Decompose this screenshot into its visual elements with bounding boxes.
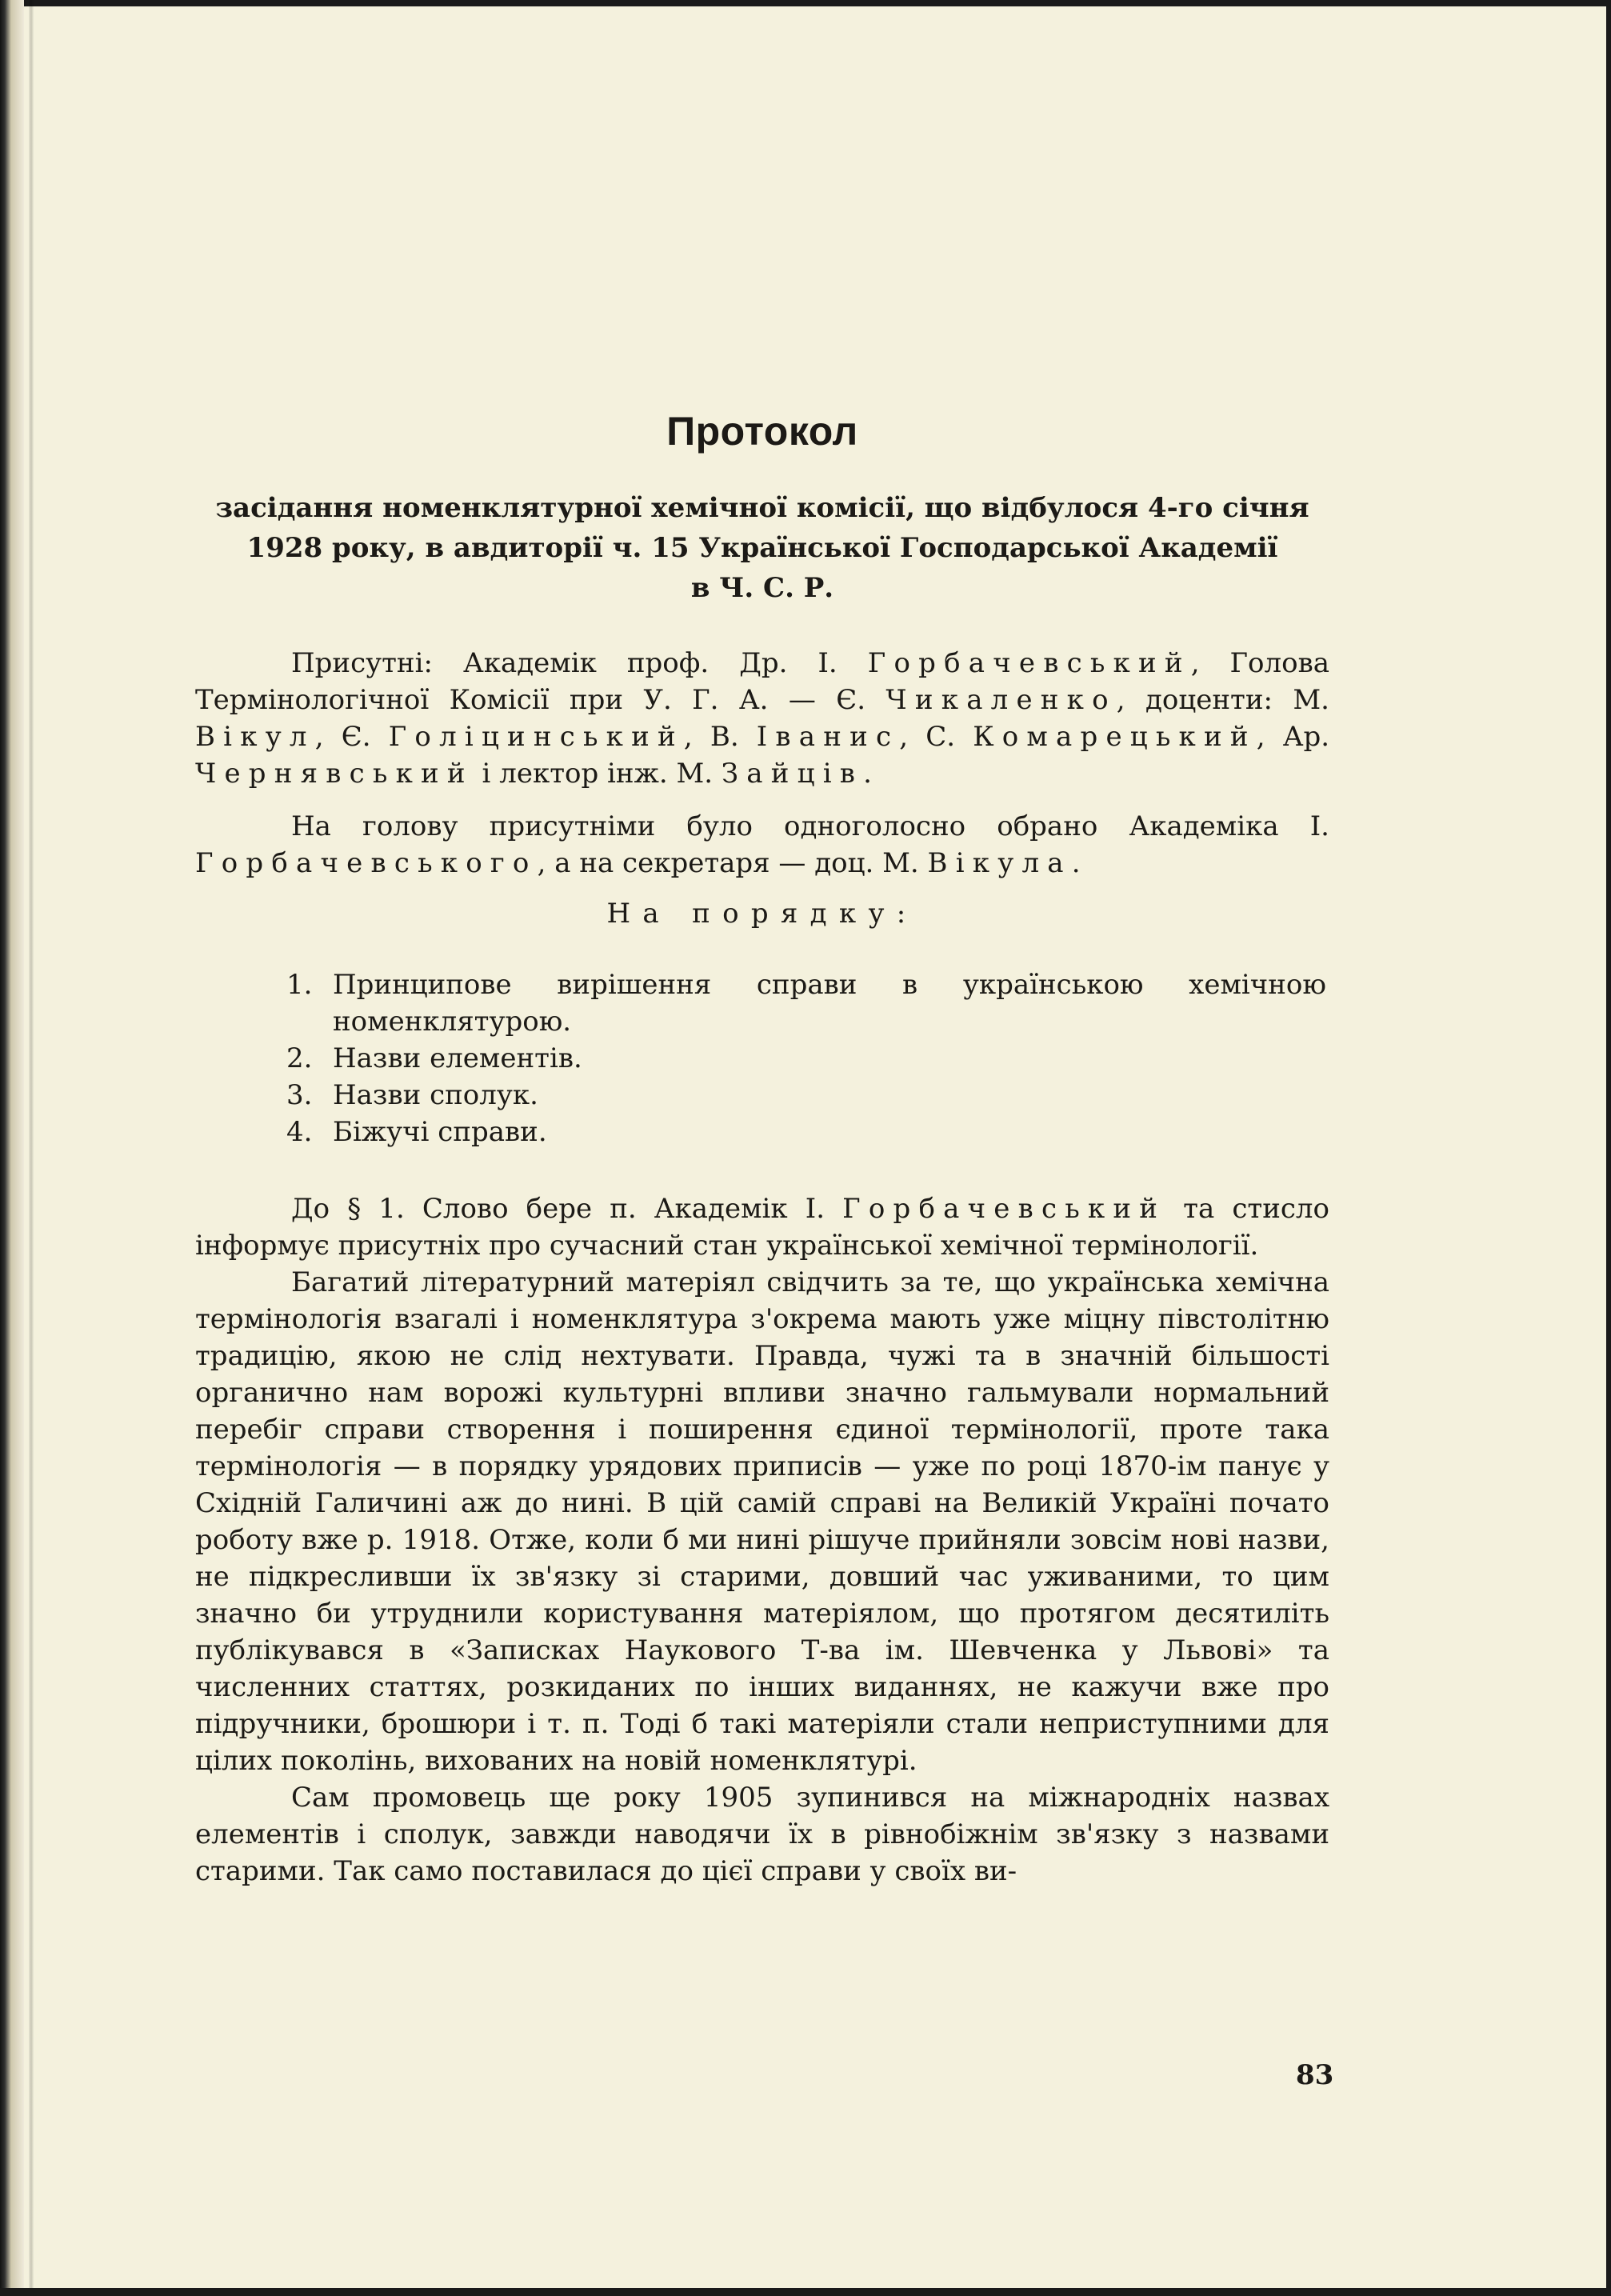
- page-title: Протокол: [666, 409, 858, 454]
- section-1-paragraph: [195, 1190, 1329, 1264]
- agenda-item-text: Принципове вирішення справи в українською хемічною номенклятурою.: [333, 969, 1326, 1038]
- attendees-text: , Ар.: [1256, 721, 1330, 753]
- scan-edge-left: [0, 0, 24, 2296]
- chair-paragraph: [195, 808, 1329, 882]
- name-gorbachevskyi: Горбачевський: [842, 1193, 1166, 1225]
- agenda-item-number: 4.: [286, 1116, 313, 1148]
- chair-text: , а на секретаря — доц. М.: [537, 847, 928, 879]
- subtitle-line-3: в Ч. С. Р.: [690, 572, 834, 604]
- body-paragraph-3: Сам промовець ще року 1905 зупинився на міжнародніх назвах елементів і сполук, завжди наводячи їх в рівнобіжнім зв'язку з назвами старими. Так само поставилася до цієї справи у своїх ви-: [195, 1782, 1329, 1887]
- section-1-text: та стисло інформує присутніх про сучасний стан української хемічної термінології.: [195, 1193, 1329, 1262]
- page-content: [195, 408, 1329, 1890]
- document-subtitle: [195, 488, 1329, 608]
- name-zaitsiv: Зайців: [721, 758, 864, 790]
- name-golitsynskyi: Голіцинський: [388, 721, 684, 753]
- agenda-list: [195, 966, 1329, 1150]
- attendees-text: , В.: [683, 721, 757, 753]
- agenda-item: [195, 1077, 1329, 1114]
- attendees-text: .: [863, 758, 872, 790]
- chair-text: На голову присутніми було одноголосно обрано Академіка І.: [291, 810, 1329, 842]
- name-vikul: Вікул: [195, 721, 315, 753]
- page-number: 83: [1296, 2059, 1334, 2091]
- agenda-item-number: 2.: [286, 1042, 313, 1074]
- agenda-item-text: Назви сполук.: [333, 1079, 538, 1111]
- attendees-text: , Голова Термінологічної Комісії при У. Г. А. — Є.: [195, 647, 1330, 716]
- chair-text: .: [1071, 847, 1081, 879]
- agenda-item-text: Біжучі справи.: [333, 1116, 547, 1148]
- name-chykalenko: Чикаленко: [885, 684, 1117, 716]
- attendees-text: Присутні: Академік проф. Др. І.: [291, 647, 868, 679]
- scan-edge-bottom: [0, 2288, 1611, 2296]
- agenda-heading: На порядку:: [606, 898, 918, 930]
- agenda-item: [195, 966, 1329, 1040]
- agenda-item-number: 1.: [286, 969, 313, 1001]
- name-gorbachevskyi: Горбачевський: [867, 647, 1191, 679]
- body-paragraph-2: Багатий літературний матеріял свідчить за те, що українська хемічна термінологія взагалі і номенклятура з'окрема мають уже міцну півстолітню традицію, якою не слід нехтувати. Правда, чужі та в значній більшості органично нам ворожі культурні впливи значно гальмували нормальний перебіг справи створення і поширення єдиної термінології, проте така термінологія — в порядку урядових приписів — уже по році 1870-ім панує у Східній Галичині аж до нині. В цій самій справі на Великій Україні почато роботу вже р. 1918. Отже, коли б ми нині рішуче прийняли зовсім нові назви, не підкресливши їх зв'язку зі старими, довший час уживаними, то цим значно би утруднили користування матеріялом, що протягом десятиліть публікувався в «Записках Наукового Т-ва ім. Шевченка у Львові» та численних статтях, розкиданих по інших виданнях, не кажучи вже про підручники, брошюри і т. п. Тоді б такі матеріяли стали неприступними для цілих поколінь, вихованих на новій номенклятурі.: [195, 1266, 1329, 1777]
- scan-edge-top: [0, 0, 1611, 6]
- attendees-text: , Є.: [314, 721, 389, 753]
- attendees-paragraph: [195, 645, 1329, 792]
- page-fold-shadow: [29, 0, 34, 2296]
- name-gorbachevskoho: Горбачевського: [195, 847, 538, 879]
- scan-edge-right: [1606, 0, 1611, 2296]
- agenda-item: [195, 1114, 1329, 1150]
- subtitle-line-1: засідання номенклятурної хемічної комісії, що відбулося 4-го січня: [215, 492, 1309, 524]
- agenda-item-number: 3.: [286, 1079, 313, 1111]
- name-komaretskyi: Комарецький: [973, 721, 1257, 753]
- attendees-text: і лектор інж. М.: [473, 758, 722, 790]
- name-cherniavskyi: Чернявський: [195, 758, 474, 790]
- attendees-text: , доценти: М.: [1116, 684, 1329, 716]
- agenda-item: [195, 1040, 1329, 1077]
- name-vikula: Вікула: [927, 847, 1072, 879]
- agenda-item-text: Назви елементів.: [333, 1042, 582, 1074]
- name-ivanys: Іванис: [756, 721, 900, 753]
- subtitle-line-2: 1928 року, в авдиторії ч. 15 Української Господарської Академії: [246, 532, 1278, 564]
- section-1-text: До § 1. Слово бере п. Академік І.: [291, 1193, 843, 1225]
- attendees-text: , С.: [899, 721, 973, 753]
